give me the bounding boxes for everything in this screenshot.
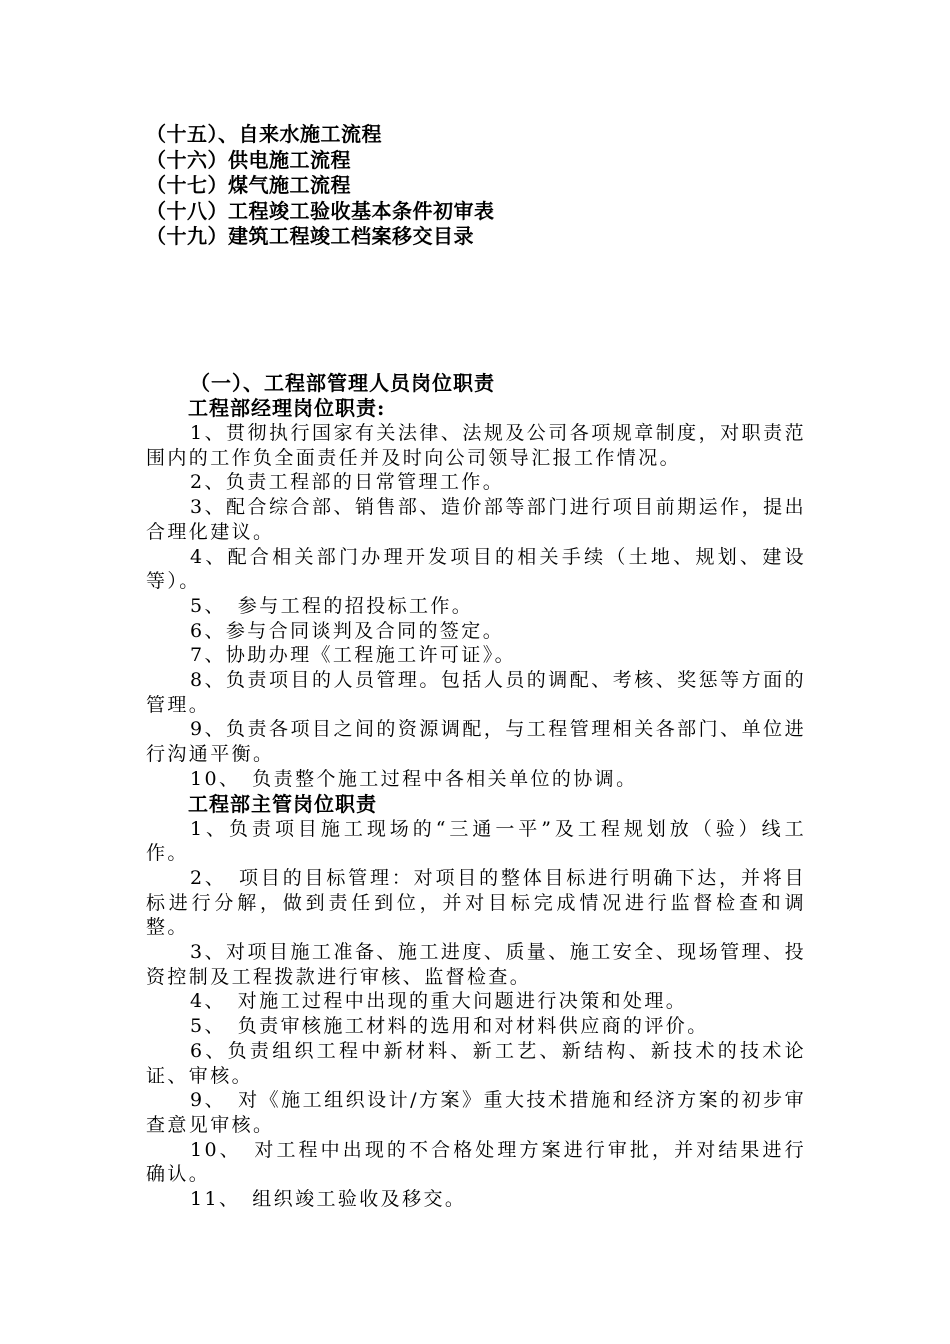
toc-item: （十六）供电施工流程 — [146, 147, 351, 172]
toc-list — [146, 122, 495, 250]
manager-duty-item: 2、负责工程部的日常管理工作。 — [190, 471, 505, 494]
supervisor-duty-item: 11、 组织竣工验收及移交。 — [190, 1188, 467, 1211]
manager-duty-item: 9、负责各项目之间的资源调配，与工程管理相关各部门、单位进行沟通平衡。 — [146, 718, 806, 766]
section-title: （一）、工程部管理人员岗位职责 — [190, 371, 495, 395]
manager-duty-item: 3、配合综合部、销售部、造价部等部门进行项目前期运作，提出合理化建议。 — [146, 496, 806, 543]
supervisor-duty-item: 5、 负责审核施工材料的选用和对材料供应商的评价。 — [190, 1015, 709, 1038]
supervisor-duties-heading: 工程部主管岗位职责 — [188, 791, 377, 816]
manager-duty-item: 1、贯彻执行国家有关法律、法规及公司各项规章制度，对职责范围内的工作负全面责任并及时向公司领导汇报工作情况。 — [146, 422, 806, 469]
manager-duty-item: 5、 参与工程的招投标工作。 — [190, 594, 474, 617]
toc-item: （十五）、自来水施工流程 — [146, 122, 382, 146]
manager-duty-item: 8、负责项目的人员管理。包括人员的调配、考核、奖惩等方面的管理。 — [146, 669, 806, 716]
supervisor-duty-item: 4、 对施工过程中出现的重大问题进行决策和处理。 — [190, 990, 688, 1013]
supervisor-duty-item: 1、负责项目施工现场的“三通一平”及工程规划放（验）线工作。 — [146, 817, 806, 865]
manager-duty-item: 7、协助办理《工程施工许可证》。 — [190, 644, 516, 667]
manager-duty-item: 10、 负责整个施工过程中各相关单位的协调。 — [190, 767, 638, 790]
supervisor-duty-item: 2、 项目的目标管理：对项目的整体目标进行明确下达，并将目标进行分解，做到责任到位，并对目标完成情况进行监督检查和调整。 — [146, 866, 806, 939]
supervisor-duty-item: 9、 对《施工组织设计/方案》重大技术措施和经济方案的初步审查意见审核。 — [146, 1089, 806, 1136]
manager-duties-heading: 工程部经理岗位职责: — [188, 396, 386, 420]
manager-duty-item: 4、配合相关部门办理开发项目的相关手续（土地、规划、建设等）。 — [146, 545, 806, 593]
toc-item: （十八）工程竣工验收基本条件初审表 — [146, 198, 495, 223]
toc-item: （十七）煤气施工流程 — [146, 173, 351, 197]
supervisor-duty-item: 10、 对工程中出现的不合格处理方案进行审批，并对结果进行确认。 — [146, 1138, 806, 1186]
toc-item: （十九）建筑工程竣工档案移交目录 — [146, 224, 474, 248]
supervisor-duty-item: 3、对项目施工准备、施工进度、质量、施工安全、现场管理、投资控制及工程拨款进行审核、监督检查。 — [146, 941, 806, 988]
document-body — [146, 371, 806, 1212]
manager-duty-item: 6、参与合同谈判及合同的签定。 — [190, 619, 505, 642]
supervisor-duty-item: 6、负责组织工程中新材料、新工艺、新结构、新技术的技术论证、审核。 — [146, 1039, 806, 1087]
